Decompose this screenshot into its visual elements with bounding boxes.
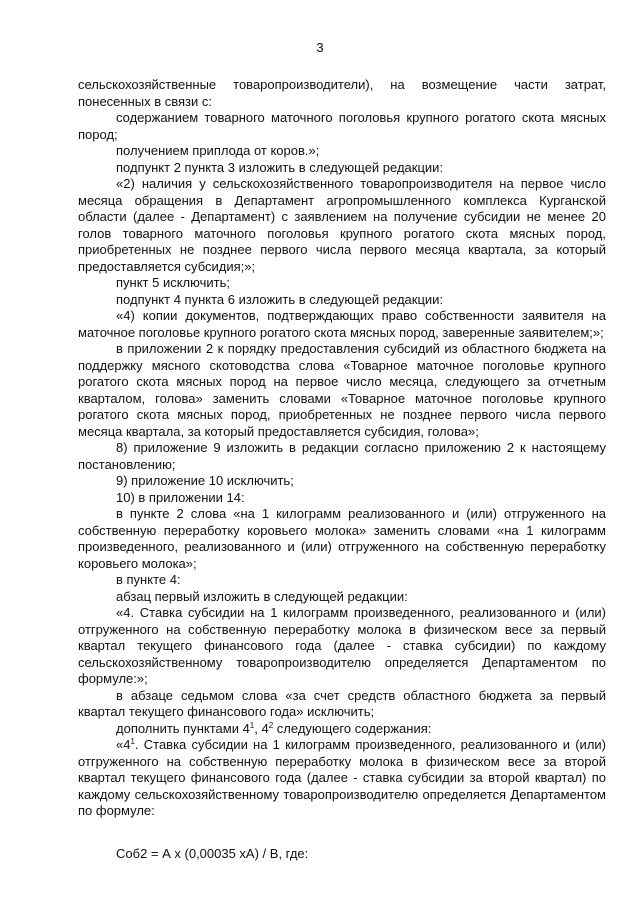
document-body	[78, 77, 606, 862]
supplement-text-before: дополнить пунктами 4	[116, 720, 250, 736]
supplement-text-middle: , 4	[254, 720, 269, 736]
paragraph: подпункт 2 пункта 3 изложить в следующей редакции:	[116, 159, 444, 175]
superscript-2: 2	[268, 720, 274, 730]
paragraph: «4) копии документов, подтверждающих право собственности заявителя на маточное поголовье крупного рогатого скота мясных пород, заверенные заявителем;»;	[78, 308, 606, 340]
superscript-1: 1	[249, 720, 255, 730]
paragraph: содержанием товарного маточного поголовья крупного рогатого скота мясных пород;	[78, 110, 606, 142]
paragraph: в приложении 2 к порядку предоставления субсидий из областного бюджета на поддержку мясного скотоводства слова «Товарное маточное поголовье крупного рогатого скота мясных пород на первое число месяца, следующего за отчетным кварталом, голова» заменить словами «Товарное маточное поголовье крупного рогатого скота мясных пород, приобретенных не позднее первого числа первого месяца квартала, за который предоставляется субсидия, голова»;	[78, 341, 606, 439]
paragraph-list	[78, 77, 606, 721]
paragraph: получением приплода от коров.»;	[116, 143, 320, 158]
paragraph: «2) наличия у сельскохозяйственного товаропроизводителя на первое число месяца обращения в Департамент агропромышленного комплекса Курганской области (далее - Департамент) с заявлением на получение субсидии не менее 20 голов товарного маточного поголовья крупного рогатого скота мясных пород, приобретенных не позднее первого числа первого месяца квартала, за который предоставляется субсидия;»;	[78, 176, 606, 274]
item-4-1-prefix: «4	[116, 737, 131, 752]
paragraph: в пункте 2 слова «на 1 килограмм реализованного и (или) отгруженного на собственную переработку коровьего молока» заменить словами «на 1 килограмм произведенного, реализованного и (или) отгруженного на собственную переработку коровьего молока»;	[78, 506, 606, 571]
paragraph: сельскохозяйственные товаропроизводители), на возмещение части затрат, понесенных в связи с:	[78, 77, 606, 109]
supplement-text-after: следующего содержания:	[273, 720, 432, 736]
item-4-1-text: . Ставка субсидии на 1 килограмм произведенного, реализованного и (или) отгруженного на собственную переработку молока в физическом весе за второй квартал текущего финансового года (далее - ставка субсидии за второй квартал) по каждому сельскохозяйственному товаропроизводителю определяется Департаментом по формуле:	[78, 737, 606, 818]
paragraph: 8) приложение 9 изложить в редакции согласно приложению 2 к настоящему постановлению;	[78, 440, 606, 472]
page-number: 3	[316, 40, 324, 55]
formula: Соб2 = А х (0,00035 хА) / В, где:	[116, 845, 309, 861]
paragraph: в абзаце седьмом слова «за счет средств областного бюджета за первый квартал текущего финансового года» исключить;	[78, 687, 606, 719]
item-4-1-paragraph	[78, 737, 606, 820]
paragraph: абзац первый изложить в следующей редакции:	[116, 588, 408, 604]
item-4-1-superscript: 1	[130, 737, 135, 746]
paragraph: 10) в приложении 14:	[116, 489, 245, 505]
paragraph: «4. Ставка субсидии на 1 килограмм произведенного, реализованного и (или) отгруженного на собственную переработку молока в физическом весе за первый квартал текущего финансового года (далее - ставка субсидии) по каждому сельскохозяйственному товаропроизводителю определяется Департаментом по формуле:»;	[78, 605, 606, 686]
supplement-paragraph	[78, 721, 606, 738]
paragraph: 9) приложение 10 исключить;	[116, 473, 294, 488]
paragraph: пункт 5 исключить;	[116, 275, 230, 290]
paragraph: подпункт 4 пункта 6 изложить в следующей редакции:	[116, 291, 444, 307]
paragraph: в пункте 4:	[116, 572, 181, 587]
